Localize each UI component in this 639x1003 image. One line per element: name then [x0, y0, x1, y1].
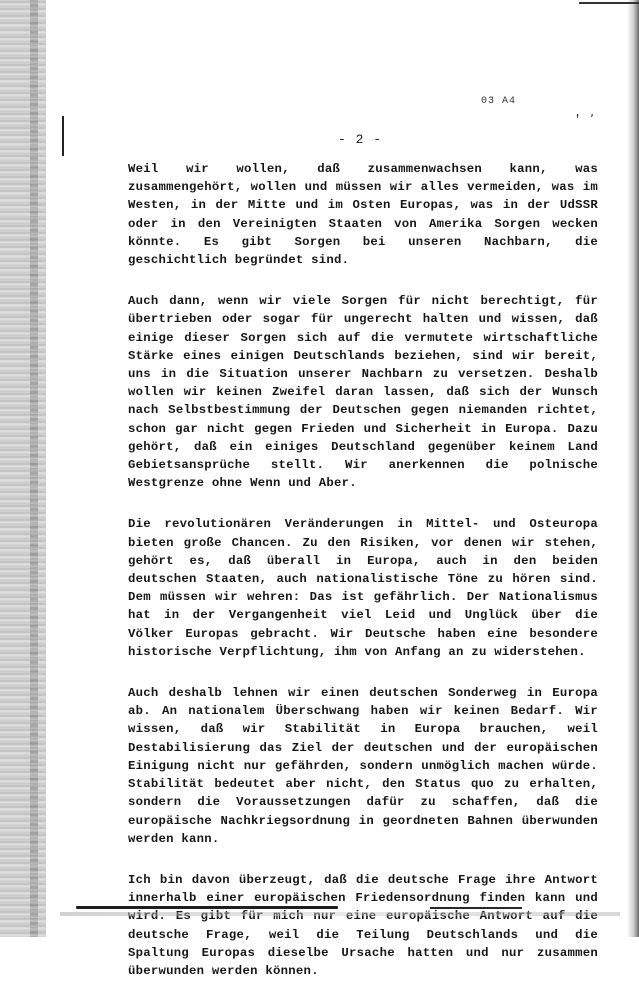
scan-top-mark	[579, 2, 639, 4]
reference-code: 03 A4	[481, 96, 517, 107]
paragraph: Die revolutionären Veränderungen in Mittel- und Osteuropa bieten große Chancen. Zu den Risiken, vor denen wir stehen, gehört es, daß überall in Europa, auch in den beiden deutschen Staaten, auch nationalistische Töne zu hören sind. Dem müssen wir wehren: Das ist gefährlich. Der Nationalismus hat in der Vergangenheit viel Leid und Unglück über die Völker Europas gebracht. Wir Deutsche haben eine besondere historische Verpflichtung, ihm von Anfang an zu widerstehen.	[128, 517, 598, 659]
document-body	[128, 160, 598, 1003]
paragraph: Ich bin davon überzeugt, daß die deutsche Frage ihre Antwort innerhalb einer europäischen Friedensordnung finden kann und wird. Es gibt für mich nur eine europäische Antwort auf die deutsche Frage, weil die Teilung Deutschlands und die Spaltung Europas dieselbe Ursache hatten und nur zusammen überwunden werden können.	[128, 872, 598, 978]
scan-right-edge	[627, 0, 639, 937]
page-number: - 2 -	[338, 132, 383, 147]
handwritten-tick-marks: ' ٬	[574, 113, 596, 127]
scan-binding-edge	[0, 0, 46, 937]
scan-bottom-shadow	[60, 912, 620, 916]
paragraph: Weil wir wollen, daß zusammenwachsen kann, was zusammengehört, wollen und müssen wir alles vermeiden, was im Westen, in der Mitte und im Osten Europas, was in der UdSSR oder in den Vereinigten Staaten von Amerika Sorgen wecken könnte. Es gibt Sorgen bei unseren Nachbarn, die geschichtlich begründet sind.	[128, 162, 598, 268]
margin-mark	[62, 116, 64, 156]
bottom-rule-left	[76, 906, 338, 909]
bottom-rule-right	[430, 907, 522, 909]
paragraph: Auch dann, wenn wir viele Sorgen für nicht berechtigt, für übertrieben oder sogar für ungerecht halten und wissen, daß einige dieser Sorgen sich auf die vermutete wirtschaftliche Stärke eines einigen Deutschlands beziehen, sind wir bereit, uns in die Situation unserer Nachbarn zu versetzen. Deshalb wollen wir keinen Zweifel daran lassen, daß sich der Wunsch nach Selbstbestimmung der Deutschen gegen niemanden richtet, schon gar nicht gegen Frieden und Sicherheit in Europa. Dazu gehört, daß ein einiges Deutschland gegenüber keinem Land Gebietsansprüche stellt. Wir anerkennen die polnische Westgrenze ohne Wenn und Aber.	[128, 294, 598, 491]
paragraph: Auch deshalb lehnen wir einen deutschen Sonderweg in Europa ab. An nationalem Überschwang haben wir keinen Bedarf. Wir wissen, daß wir Stabilität in Europa brauchen, weil Destabilisierung das Ziel der deutschen und der europäischen Einigung nicht nur gefährden, sondern unmöglich machen würde. Stabilität bedeutet aber nicht, den Status quo zu erhalten, sondern die Voraussetzungen dafür zu schaffen, daß die europäische Nachkriegsordnung in geordneten Bahnen überwunden werden kann.	[128, 686, 598, 846]
